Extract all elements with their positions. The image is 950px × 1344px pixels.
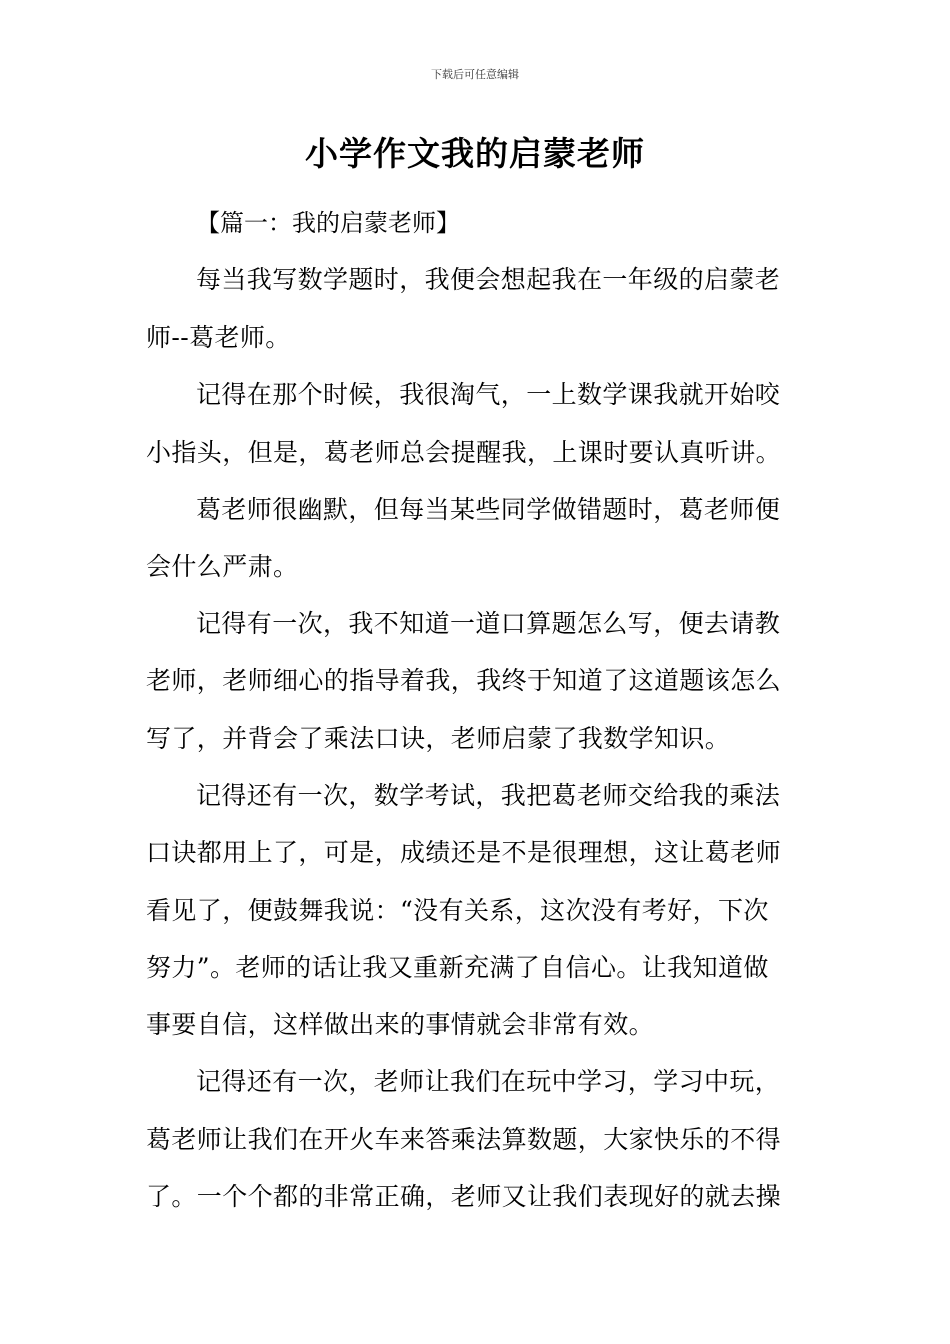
paragraph-line: 记得有一次，我不知道一道口算题怎么写，便去请教	[196, 609, 781, 638]
paragraph-line: 了。一个个都的非常正确，老师又让我们表现好的就去操	[146, 1182, 782, 1211]
section-heading: 【篇一：我的启蒙老师】	[196, 209, 460, 237]
paragraph-line: 口诀都用上了，可是，成绩还是不是很理想，这让葛老师	[146, 838, 782, 867]
paragraph-line: 记得还有一次，老师让我们在玩中学习，学习中玩，	[196, 1067, 781, 1096]
paragraph-line: 记得在那个时候，我很淘气，一上数学课我就开始咬	[196, 380, 781, 409]
page-header-note: 下载后可任意编辑	[431, 68, 519, 81]
paragraph-line: 每当我写数学题时，我便会想起我在一年级的启蒙老	[196, 265, 781, 294]
paragraph-line: 努力”。老师的话让我又重新充满了自信心。让我知道做	[146, 953, 769, 982]
paragraph-line: 师--葛老师。	[146, 323, 291, 352]
document-title: 小学作文我的启蒙老师	[305, 134, 645, 173]
paragraph-line: 事要自信，这样做出来的事情就会非常有效。	[146, 1010, 655, 1039]
paragraph-line: 小指头，但是，葛老师总会提醒我，上课时要认真听讲。	[146, 438, 782, 467]
paragraph-line: 葛老师很幽默，但每当某些同学做错题时，葛老师便	[196, 495, 781, 524]
paragraph-line: 葛老师让我们在开火车来答乘法算数题，大家快乐的不得	[146, 1125, 782, 1154]
paragraph-line: 会什么严肃。	[146, 552, 299, 581]
paragraph-line: 记得还有一次，数学考试，我把葛老师交给我的乘法	[196, 781, 781, 810]
paragraph-line: 写了，并背会了乘法口诀，老师启蒙了我数学知识。	[146, 724, 731, 753]
paragraph-line: 老师，老师细心的指导着我，我终于知道了这道题该怎么	[146, 666, 782, 695]
paragraph-line: 看见了，便鼓舞我说：“没有关系，这次没有考好，下次	[146, 896, 769, 925]
